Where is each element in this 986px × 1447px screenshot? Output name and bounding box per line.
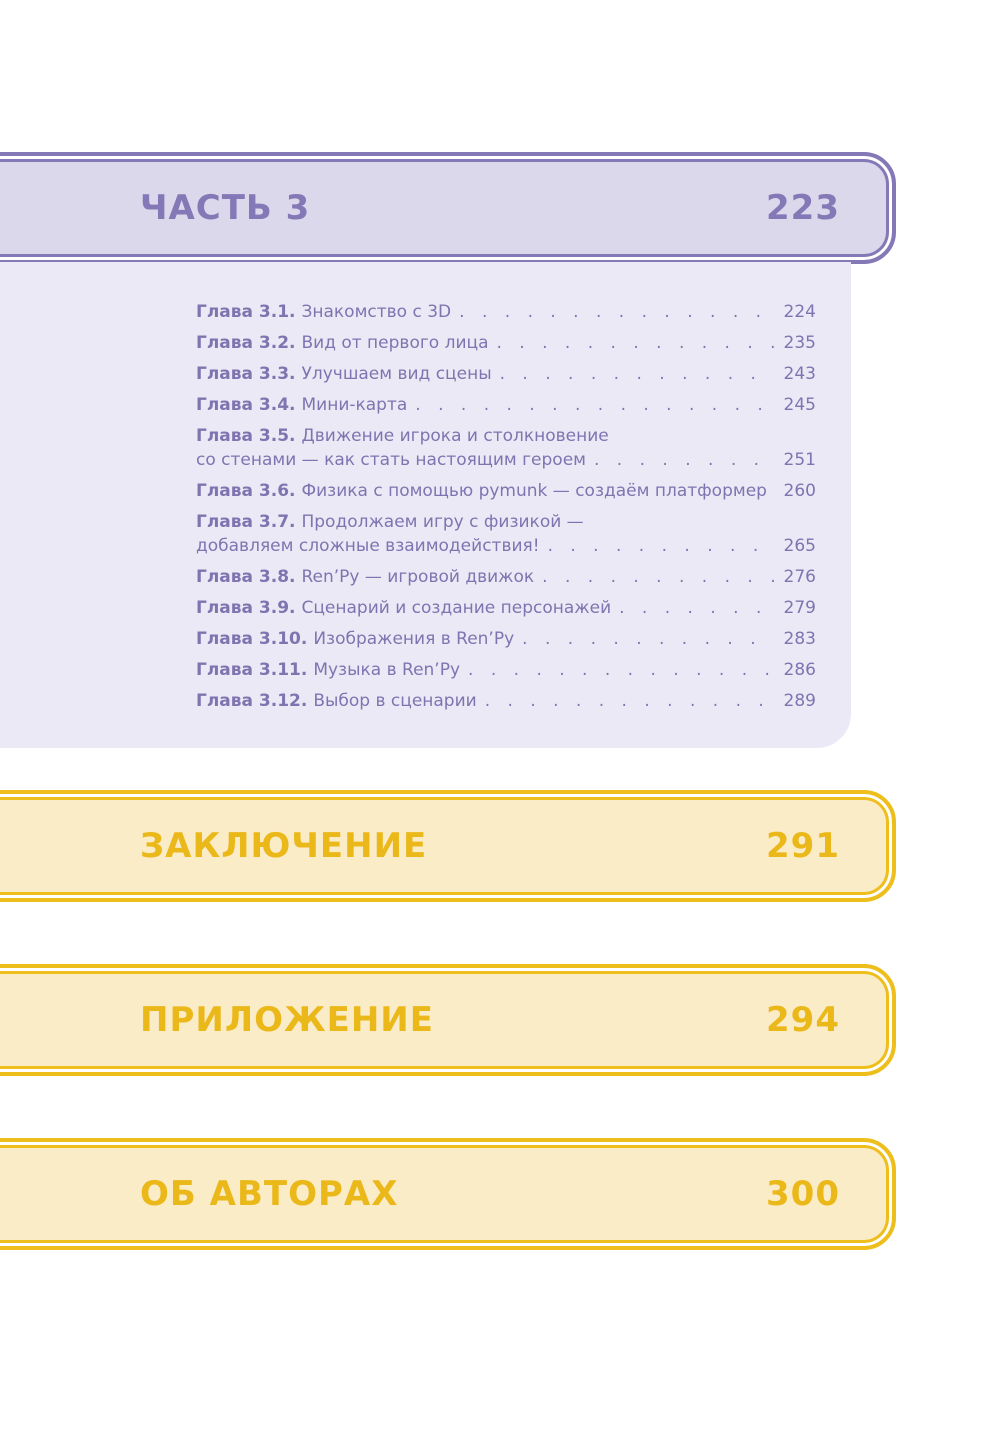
chapter-page: 224	[783, 302, 816, 322]
about-authors-banner[interactable]	[0, 1138, 896, 1250]
toc-entry-3-8[interactable]	[196, 565, 816, 589]
chapter-title: Мини-карта	[301, 395, 408, 415]
chapter-title: Вид от первого лица	[301, 333, 489, 353]
section-page-number: 291	[766, 826, 840, 866]
toc-entry-3-6[interactable]	[196, 479, 816, 503]
chapter-page: 245	[783, 395, 816, 415]
table-of-contents	[196, 300, 816, 720]
chapter-title: Сценарий и создание персонажей	[301, 598, 612, 618]
toc-entry-3-12[interactable]	[196, 689, 816, 713]
toc-entry-3-5[interactable]	[196, 424, 816, 472]
section-page-number: 294	[766, 1000, 840, 1040]
chapter-page: 235	[783, 333, 816, 353]
toc-entry-3-7[interactable]	[196, 510, 816, 558]
toc-entry-3-3[interactable]	[196, 362, 816, 386]
leader-dots	[468, 658, 774, 682]
part-3-banner[interactable]	[0, 152, 896, 264]
chapter-title: Движение игрока и столкновение	[301, 426, 609, 446]
leader-dots	[496, 331, 774, 355]
chapter-page: 260	[783, 481, 816, 501]
chapter-label: Глава 3.5.	[196, 426, 296, 446]
leader-dots	[542, 565, 774, 589]
chapter-title: Улучшаем вид сцены	[301, 364, 492, 384]
toc-entry-3-10[interactable]	[196, 627, 816, 651]
chapter-page: 251	[783, 450, 816, 470]
toc-entry-3-11[interactable]	[196, 658, 816, 682]
chapter-title: Физика с помощью pymunk — создаём платформер	[301, 481, 767, 501]
leader-dots	[619, 596, 774, 620]
leader-dots	[415, 393, 774, 417]
chapter-label: Глава 3.11.	[196, 660, 308, 680]
chapter-label: Глава 3.10.	[196, 629, 308, 649]
chapter-page: 289	[783, 691, 816, 711]
chapter-title: Изображения в Ren’Py	[313, 629, 515, 649]
leader-dots	[522, 627, 774, 651]
section-title: ОБ АВТОРАХ	[140, 1174, 399, 1214]
part-title: ЧАСТЬ 3	[140, 188, 311, 228]
toc-entry-3-1[interactable]	[196, 300, 816, 324]
conclusion-banner[interactable]	[0, 790, 896, 902]
leader-dots	[500, 362, 774, 386]
chapter-page: 279	[783, 598, 816, 618]
chapter-label: Глава 3.3.	[196, 364, 296, 384]
appendix-banner[interactable]	[0, 964, 896, 1076]
chapter-label: Глава 3.9.	[196, 598, 296, 618]
chapter-page: 265	[783, 536, 816, 556]
chapter-page: 283	[783, 629, 816, 649]
chapter-label: Глава 3.2.	[196, 333, 296, 353]
toc-entry-3-9[interactable]	[196, 596, 816, 620]
section-title: ПРИЛОЖЕНИЕ	[140, 1000, 434, 1040]
section-title: ЗАКЛЮЧЕНИЕ	[140, 826, 428, 866]
leader-dots	[459, 300, 774, 324]
chapter-page: 286	[783, 660, 816, 680]
chapter-title-continued: добавляем сложные взаимодействия!	[196, 536, 540, 556]
chapter-label: Глава 3.8.	[196, 567, 296, 587]
chapter-label: Глава 3.12.	[196, 691, 308, 711]
chapter-title: Выбор в сценарии	[313, 691, 477, 711]
chapter-page: 276	[783, 567, 816, 587]
chapter-label: Глава 3.6.	[196, 481, 296, 501]
chapter-title: Ren’Py — игровой движок	[301, 567, 535, 587]
toc-entry-3-4[interactable]	[196, 393, 816, 417]
chapter-page: 243	[783, 364, 816, 384]
chapter-label: Глава 3.7.	[196, 512, 296, 532]
leader-dots	[485, 689, 774, 713]
chapter-title: Музыка в Ren’Py	[313, 660, 461, 680]
section-page-number: 300	[766, 1174, 840, 1214]
chapter-title: Продолжаем игру с физикой —	[301, 512, 584, 532]
chapter-label: Глава 3.4.	[196, 395, 296, 415]
leader-dots	[548, 534, 774, 558]
leader-dots	[594, 448, 774, 472]
chapter-title: Знакомство с 3D	[301, 302, 452, 322]
chapter-title-continued: со стенами — как стать настоящим героем	[196, 450, 586, 470]
part-page-number: 223	[766, 188, 840, 228]
chapter-label: Глава 3.1.	[196, 302, 296, 322]
toc-entry-3-2[interactable]	[196, 331, 816, 355]
